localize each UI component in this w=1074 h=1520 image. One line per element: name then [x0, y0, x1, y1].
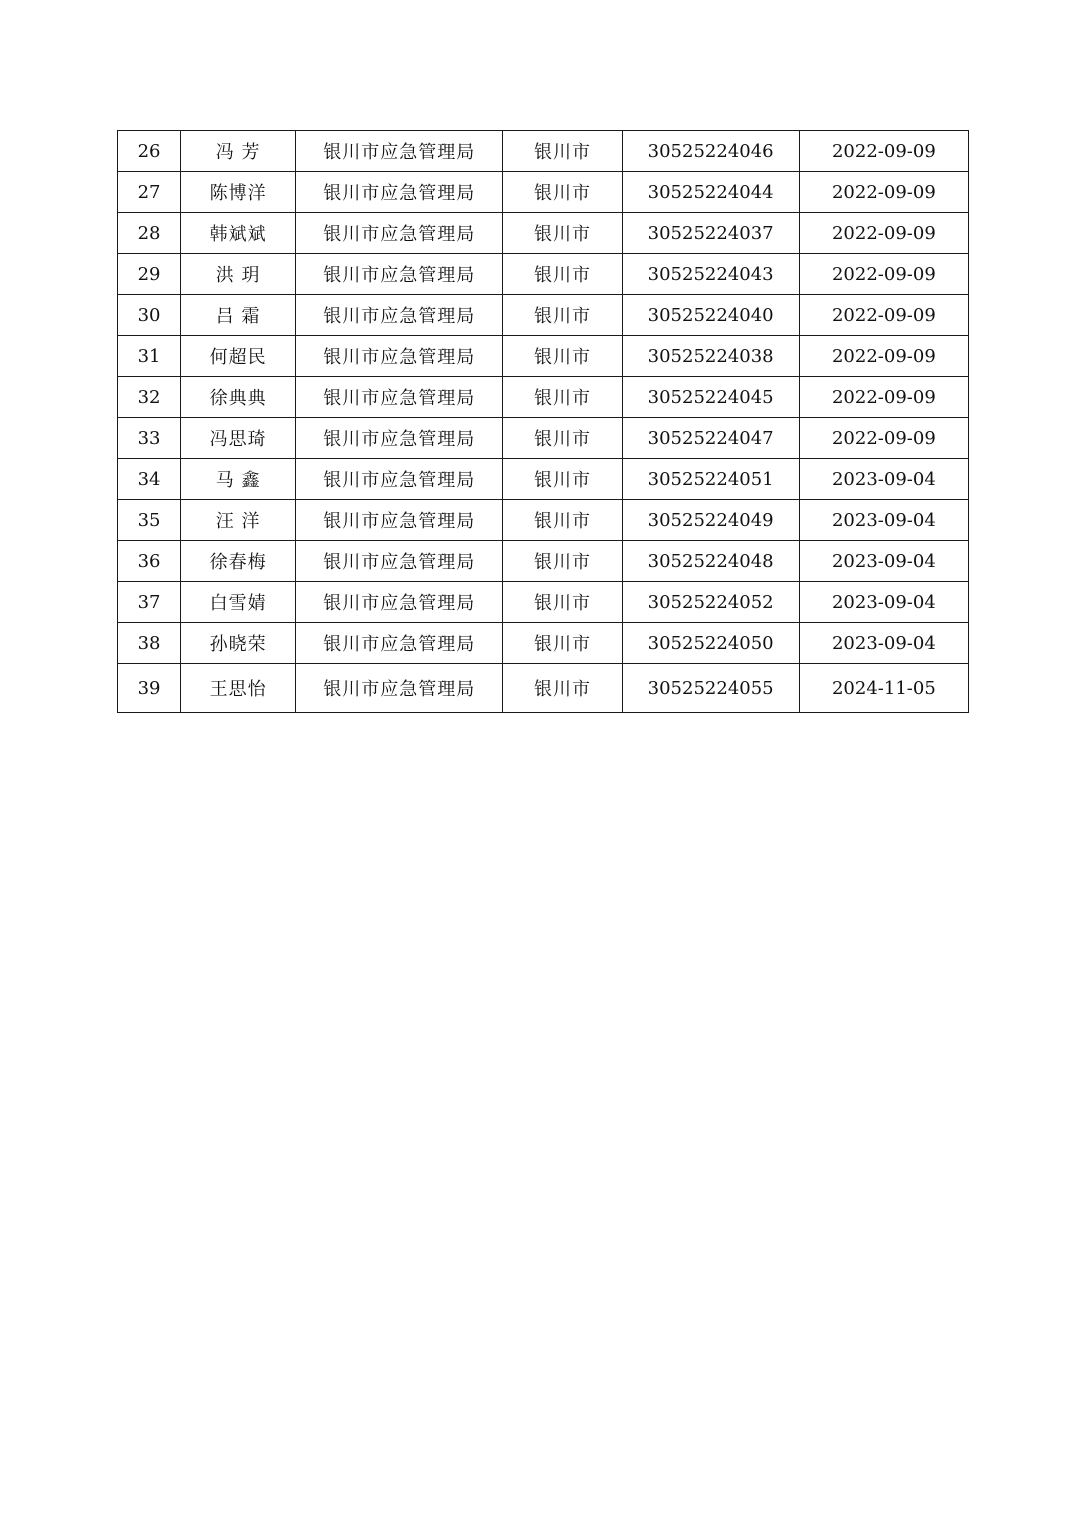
certificate-number-cell: 30525224050: [622, 623, 799, 664]
date-cell: 2023-09-04: [799, 582, 968, 623]
certificate-number-cell: 30525224049: [622, 500, 799, 541]
certificate-number-cell: 30525224047: [622, 418, 799, 459]
certificate-number-cell: 30525224038: [622, 336, 799, 377]
row-number-cell: 31: [118, 336, 181, 377]
city-cell: 银川市: [503, 377, 622, 418]
table-row: [118, 664, 969, 713]
name-cell: 徐春梅: [181, 541, 296, 582]
city-cell: 银川市: [503, 541, 622, 582]
certificate-number-cell: 30525224051: [622, 459, 799, 500]
city-cell: 银川市: [503, 623, 622, 664]
row-number-cell: 34: [118, 459, 181, 500]
unit-cell: 银川市应急管理局: [296, 172, 503, 213]
table-body: [118, 131, 969, 713]
city-cell: 银川市: [503, 336, 622, 377]
unit-cell: 银川市应急管理局: [296, 295, 503, 336]
row-number-cell: 35: [118, 500, 181, 541]
table-row: [118, 254, 969, 295]
city-cell: 银川市: [503, 254, 622, 295]
name-cell: 白雪婧: [181, 582, 296, 623]
name-cell: 何超民: [181, 336, 296, 377]
city-cell: 银川市: [503, 500, 622, 541]
date-cell: 2022-09-09: [799, 254, 968, 295]
city-cell: 银川市: [503, 213, 622, 254]
name-cell: 马 鑫: [181, 459, 296, 500]
unit-cell: 银川市应急管理局: [296, 541, 503, 582]
unit-cell: 银川市应急管理局: [296, 623, 503, 664]
row-number-cell: 37: [118, 582, 181, 623]
table-row: [118, 131, 969, 172]
row-number-cell: 30: [118, 295, 181, 336]
date-cell: 2023-09-04: [799, 623, 968, 664]
row-number-cell: 38: [118, 623, 181, 664]
table-row: [118, 623, 969, 664]
row-number-cell: 32: [118, 377, 181, 418]
unit-cell: 银川市应急管理局: [296, 336, 503, 377]
name-cell: 冯 芳: [181, 131, 296, 172]
certificate-number-cell: 30525224040: [622, 295, 799, 336]
certificate-number-cell: 30525224052: [622, 582, 799, 623]
personnel-table: [117, 130, 969, 713]
unit-cell: 银川市应急管理局: [296, 459, 503, 500]
row-number-cell: 29: [118, 254, 181, 295]
unit-cell: 银川市应急管理局: [296, 582, 503, 623]
table-row: [118, 582, 969, 623]
date-cell: 2022-09-09: [799, 172, 968, 213]
name-cell: 孙晓荣: [181, 623, 296, 664]
name-cell: 陈博洋: [181, 172, 296, 213]
certificate-number-cell: 30525224045: [622, 377, 799, 418]
certificate-number-cell: 30525224044: [622, 172, 799, 213]
certificate-number-cell: 30525224043: [622, 254, 799, 295]
row-number-cell: 33: [118, 418, 181, 459]
table-row: [118, 295, 969, 336]
name-cell: 王思怡: [181, 664, 296, 713]
unit-cell: 银川市应急管理局: [296, 377, 503, 418]
date-cell: 2023-09-04: [799, 541, 968, 582]
table-row: [118, 213, 969, 254]
row-number-cell: 36: [118, 541, 181, 582]
city-cell: 银川市: [503, 418, 622, 459]
table-row: [118, 459, 969, 500]
row-number-cell: 28: [118, 213, 181, 254]
date-cell: 2022-09-09: [799, 295, 968, 336]
city-cell: 银川市: [503, 459, 622, 500]
row-number-cell: 27: [118, 172, 181, 213]
table-row: [118, 500, 969, 541]
name-cell: 徐典典: [181, 377, 296, 418]
row-number-cell: 26: [118, 131, 181, 172]
unit-cell: 银川市应急管理局: [296, 664, 503, 713]
city-cell: 银川市: [503, 582, 622, 623]
name-cell: 冯思琦: [181, 418, 296, 459]
row-number-cell: 39: [118, 664, 181, 713]
city-cell: 银川市: [503, 131, 622, 172]
table-row: [118, 172, 969, 213]
date-cell: 2024-11-05: [799, 664, 968, 713]
date-cell: 2022-09-09: [799, 336, 968, 377]
date-cell: 2022-09-09: [799, 131, 968, 172]
certificate-number-cell: 30525224046: [622, 131, 799, 172]
date-cell: 2022-09-09: [799, 418, 968, 459]
certificate-number-cell: 30525224055: [622, 664, 799, 713]
table-row: [118, 377, 969, 418]
city-cell: 银川市: [503, 295, 622, 336]
unit-cell: 银川市应急管理局: [296, 254, 503, 295]
name-cell: 汪 洋: [181, 500, 296, 541]
table-row: [118, 541, 969, 582]
table-row: [118, 418, 969, 459]
date-cell: 2023-09-04: [799, 500, 968, 541]
table-row: [118, 336, 969, 377]
unit-cell: 银川市应急管理局: [296, 131, 503, 172]
unit-cell: 银川市应急管理局: [296, 500, 503, 541]
name-cell: 洪 玥: [181, 254, 296, 295]
city-cell: 银川市: [503, 664, 622, 713]
name-cell: 韩斌斌: [181, 213, 296, 254]
name-cell: 吕 霜: [181, 295, 296, 336]
date-cell: 2022-09-09: [799, 213, 968, 254]
unit-cell: 银川市应急管理局: [296, 213, 503, 254]
certificate-number-cell: 30525224048: [622, 541, 799, 582]
date-cell: 2023-09-04: [799, 459, 968, 500]
city-cell: 银川市: [503, 172, 622, 213]
date-cell: 2022-09-09: [799, 377, 968, 418]
certificate-number-cell: 30525224037: [622, 213, 799, 254]
unit-cell: 银川市应急管理局: [296, 418, 503, 459]
